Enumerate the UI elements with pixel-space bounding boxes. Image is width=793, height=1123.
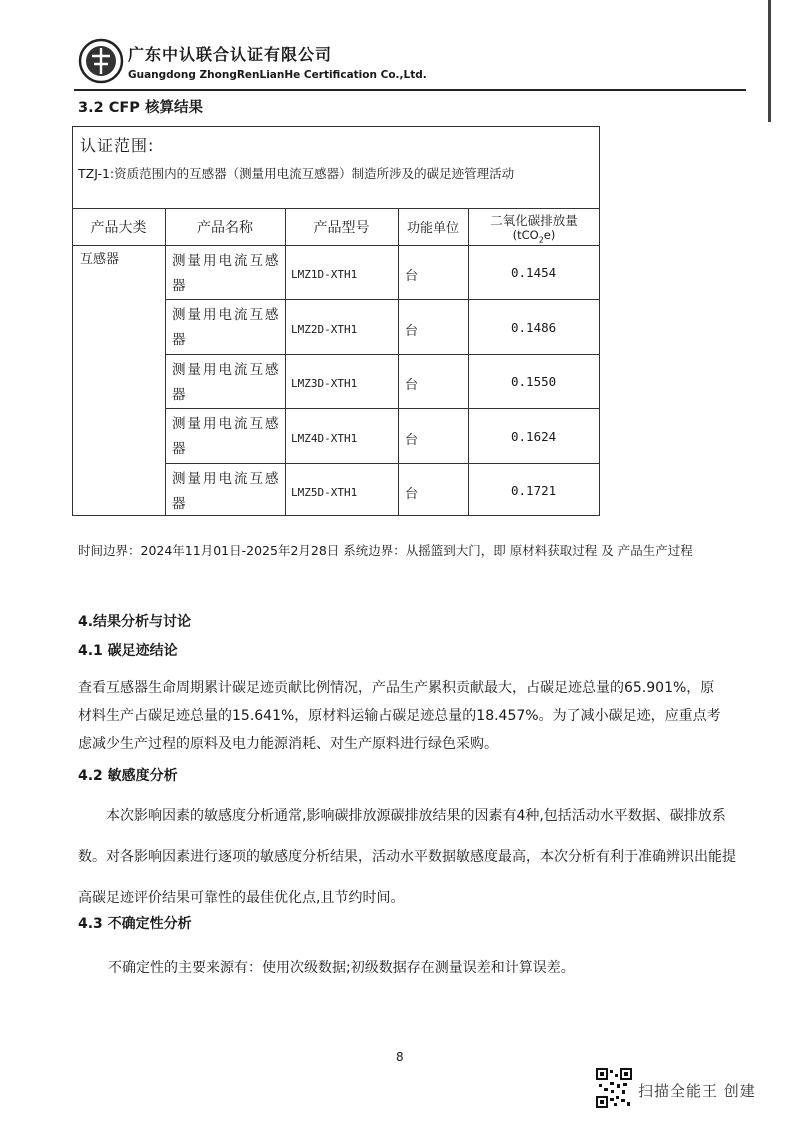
col-header-emission-unit (468, 228, 600, 244)
table-row-2-model: LMZ2D-XTH1 (291, 323, 358, 336)
header-divider (74, 89, 746, 91)
company-name-en: Guangdong ZhongRenLianHe Certification Co.,Ltd. (128, 69, 427, 81)
table-row-5-value: 0.1721 (511, 483, 557, 498)
company-name-cn: 广东中认联合认证有限公司 (128, 45, 333, 64)
table-rule (165, 354, 600, 355)
col-header-unit: 功能单位 (406, 221, 459, 236)
qr-code-icon (596, 1068, 632, 1108)
table-row-2-name: 测量用电流互感器 (172, 307, 281, 348)
table-row-1-value: 0.1454 (511, 265, 557, 280)
section-4-3-paragraph: 不确定性的主要来源有：使用次级数据;初级数据存在测量误差和计算误差。 (108, 960, 575, 976)
section-4-1-paragraph: 查看互感器生命周期累计碳足迹贡献比例情况，产品生产累积贡献最大，占碳足迹总量的65.901%，原材料生产占碳足迹总量的15.641%，原材料运输占碳足迹总量的18.457%。为了减小碳足迹，应重点考虑减少生产过程的原料及电力能源消耗、对生产原料进行绿色采购。 (78, 680, 721, 752)
section-4-2-title: 4.2 敏感度分析 (78, 768, 178, 784)
boundary-text: 时间边界：2024年11月01日-2025年2月28日 系统边界：从摇篮到大门，即 原材料获取过程 及 产品生产过程 (78, 543, 693, 558)
table-row-4-unit: 台 (405, 433, 419, 448)
scope-text: TZJ-1:资质范围内的互感器（测量用电流互感器）制造所涉及的碳足迹管理活动 (78, 166, 515, 181)
table-row-4-name: 测量用电流互感器 (172, 416, 281, 457)
table-rule (285, 208, 286, 516)
table-row-5-name: 测量用电流互感器 (172, 471, 281, 512)
section-4-2-paragraph: 本次影响因素的敏感度分析通常,影响碳排放源碳排放结果的因素有4种,包括活动水平数据、碳排放系数。对各影响因素进行逐项的敏感度分析结果，活动水平数据敏感度最高，本次分析有利于准确辨识出能提高碳足迹评价结果可靠性的最佳优化点,且节约时间。 (78, 808, 736, 906)
table-rule (72, 208, 600, 209)
table-row-1-name: 测量用电流互感器 (172, 253, 281, 294)
col-header-emission: 二氧化碳排放量 (490, 213, 578, 228)
table-rule (165, 408, 600, 409)
section-4-title: 4.结果分析与讨论 (78, 614, 192, 630)
table-rule (165, 463, 600, 464)
table-row-4-model: LMZ4D-XTH1 (291, 432, 358, 445)
table-row-1-unit: 台 (405, 269, 419, 284)
emission-unit-subscript: 2 (538, 235, 544, 245)
table-row-3-model: LMZ3D-XTH1 (291, 377, 358, 390)
table-row-2-value: 0.1486 (511, 320, 557, 335)
section-4-1-title: 4.1 碳足迹结论 (78, 643, 178, 659)
table-rule (398, 208, 399, 516)
table-row-3-name: 测量用电流互感器 (172, 362, 281, 403)
section-4-3-title: 4.3 不确定性分析 (78, 916, 192, 932)
table-rule (72, 245, 600, 246)
table-rule (165, 299, 600, 300)
table-rule (165, 208, 166, 516)
table-row-5-unit: 台 (405, 487, 419, 502)
col-header-category: 产品大类 (90, 220, 147, 236)
table-row-3-value: 0.1550 (511, 374, 557, 389)
company-logo (78, 38, 124, 84)
table-row-3-unit: 台 (405, 378, 419, 393)
table-rule (468, 208, 469, 516)
page-number: 8 (396, 1050, 404, 1064)
col-header-model: 产品型号 (313, 220, 370, 236)
table-row-5-model: LMZ5D-XTH1 (291, 486, 358, 499)
scan-margin-line (768, 0, 771, 122)
section-3-2-title: 3.2 CFP 核算结果 (78, 100, 203, 116)
scanner-watermark: 扫描全能王 创建 (638, 1082, 756, 1100)
table-row-1-model: LMZ1D-XTH1 (291, 268, 358, 281)
table-row-2-unit: 台 (405, 324, 419, 339)
category-cell: 互感器 (80, 252, 120, 267)
scope-title: 认证范围: (80, 136, 155, 155)
col-header-name: 产品名称 (197, 220, 253, 236)
table-row-4-value: 0.1624 (511, 429, 557, 444)
emission-unit-prefix: (tCO (512, 228, 539, 242)
emission-unit-suffix: e) (543, 228, 556, 242)
